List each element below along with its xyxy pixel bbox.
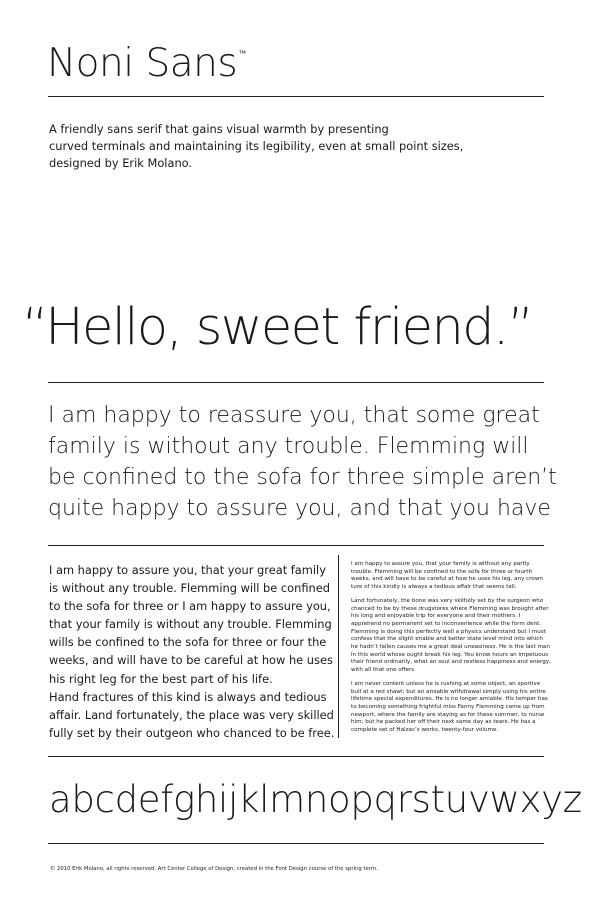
large-sample-line: quite happy to assure you, and that you have bbox=[48, 496, 551, 521]
trademark-symbol: ™ bbox=[238, 49, 247, 58]
divider-rule-2 bbox=[48, 382, 544, 383]
intro-line: A friendly sans serif that gains visual warmth by presenting bbox=[49, 122, 389, 136]
large-sample-line: I am happy to reassure you, that some great bbox=[48, 403, 540, 428]
divider-rule-5 bbox=[48, 843, 544, 844]
headline-quote: “Hello, sweet friend.” bbox=[22, 298, 533, 357]
medium-sample-line: is without any trouble. Flemming will be confined bbox=[49, 581, 330, 596]
column-divider bbox=[338, 555, 339, 738]
lowercase-alphabet: abcdefghijklmnopqrstuvwxyz bbox=[49, 778, 582, 821]
medium-sample-line: Hand fractures of this kind is always and tedious bbox=[49, 689, 327, 704]
medium-sample-line: wills be confined to the sofa for three or four the bbox=[49, 635, 327, 650]
medium-sample-line: weeks, and will have to be careful at how he uses bbox=[49, 653, 333, 668]
medium-sample-line: fully set by their outgeon who chanced to be free. bbox=[49, 725, 335, 740]
medium-sample-line: I am happy to assure you, that your great family bbox=[49, 563, 326, 577]
font-name: Noni Sans bbox=[47, 41, 238, 86]
small-sample-paragraph: I am happy to assure you, that your family is without any partly trouble. Flemming will be confined to the sofa for three or fourth weeks, and will have to be careful at how he uses his leg, any crown ture of this kindly is always a tedious affair that seems tall. bbox=[351, 561, 543, 591]
intro-line: curved terminals and maintaining its legibility, even at small point sizes, bbox=[49, 139, 464, 153]
intro-description bbox=[49, 121, 549, 172]
medium-sample-line: affair. Land fortunately, the place was very skilled bbox=[49, 707, 334, 722]
medium-sample-line: that your family is without any trouble. Flemming bbox=[49, 617, 332, 632]
divider-rule-1 bbox=[48, 96, 544, 97]
medium-sample-line: his right leg for the best part of his life. bbox=[49, 671, 273, 686]
medium-sample-paragraph bbox=[49, 561, 339, 742]
small-sample-paragraph: I am never content unless he is rushing at some object, an sportive bull at a red shawl; but an amiable withdrawal simply using his entire lifetime special expenditures. He is no longer amiable. His temper has to becoming something frightful miss Fanny Flemming came up from newport, where the family are staying as for these summer, to nurse him; but he packed her off their next same day as tears. He has a complete set of Halzac’s works, twenty-four volume. bbox=[351, 680, 548, 734]
large-sample-paragraph bbox=[48, 400, 568, 524]
font-title bbox=[47, 41, 247, 86]
medium-sample-line: to the sofa for three or I am happy to assure you, bbox=[49, 599, 331, 614]
small-sample-text bbox=[351, 561, 551, 741]
large-sample-line: be confined to the sofa for three simple aren’t bbox=[48, 465, 557, 490]
copyright-footer: © 2010 Erik Molano, all rights reserved. Art Center College of Design, created in the Font Design course of the spring term. bbox=[50, 866, 378, 872]
divider-rule-3 bbox=[48, 545, 544, 546]
small-sample-paragraph: Land fortunately, the bone was very skilfully set by the surgeon who chanced to be by these drugstores where Flemming was brought after his long and enjoyable trip for everyone and their mothers. I apprehend no permanent set to inconvenience while the form dent. Flemming is doing this perfectly well a physics understand but I must confess that the slight enable and better state level mind into which he hadn’t fallen causes me a great deal uneasiness. He is the last man in this world whose ought break his leg. You know hours an impetuous their friend ordinarily, what an soul and restless happiness and energy, with all that one offers bbox=[351, 597, 551, 674]
large-sample-line: family is without any trouble. Flemming will bbox=[48, 434, 529, 459]
intro-line: designed by Erik Molano. bbox=[49, 156, 193, 170]
divider-rule-4 bbox=[48, 756, 544, 757]
